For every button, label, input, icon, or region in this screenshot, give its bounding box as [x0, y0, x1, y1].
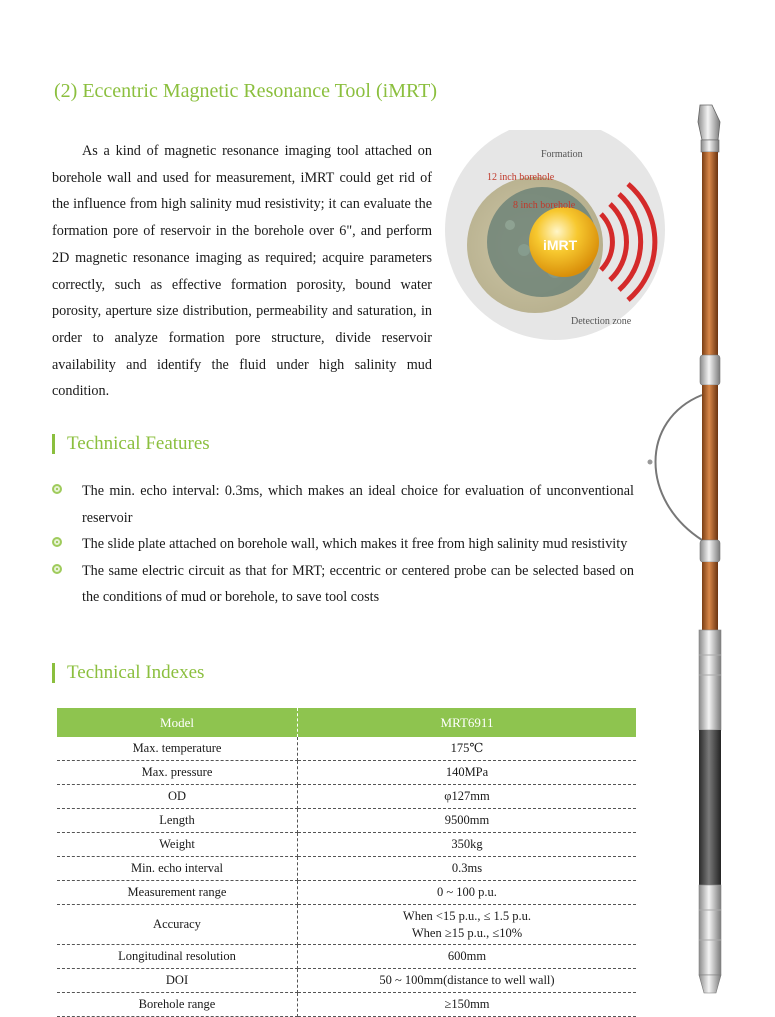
table-row: Max. temperature 175℃	[57, 737, 636, 761]
table-row: Borehole range ≥150mm	[57, 993, 636, 1017]
imrt-cross-section-diagram	[440, 130, 670, 340]
features-heading: Technical Features	[52, 434, 210, 454]
spec-table	[57, 708, 636, 1017]
detection-zone-label: Detection zone	[571, 316, 632, 327]
feature-item: The same electric circuit as that for MRT; eccentric or centered probe can be selected based on the conditions of mud or borehole, to save tool costs	[52, 558, 634, 611]
table-row: Weight 350kg	[57, 833, 636, 857]
bullet-icon	[52, 484, 62, 494]
table-row: OD φ127mm	[57, 785, 636, 809]
core-label: iMRT	[543, 237, 578, 253]
table-row: Max. pressure 140MPa	[57, 761, 636, 785]
feature-item: The slide plate attached on borehole wall, which makes it free from high salinity mud resistivity	[52, 531, 634, 558]
bullet-icon	[52, 537, 62, 547]
feature-item: The min. echo interval: 0.3ms, which makes an ideal choice for evaluation of unconventional reservoir	[52, 478, 634, 531]
table-row: Longitudinal resolution 600mm	[57, 945, 636, 969]
page-title: (2) Eccentric Magnetic Resonance Tool (iMRT)	[54, 80, 438, 102]
indexes-heading: Technical Indexes	[52, 663, 204, 683]
spec-header-row	[57, 708, 636, 737]
table-row: Measurement range 0 ~ 100 p.u.	[57, 881, 636, 905]
bullet-icon	[52, 564, 62, 574]
imrt-tool-illustration	[640, 100, 740, 1000]
formation-label: Formation	[541, 149, 583, 160]
borehole-12-label: 12 inch borehole	[487, 172, 555, 183]
features-list	[52, 478, 634, 611]
table-row: DOI 50 ~ 100mm(distance to well wall)	[57, 969, 636, 993]
column-header: Model	[57, 708, 298, 737]
column-header: MRT6911	[298, 708, 637, 737]
borehole-8-label: 8 inch borehole	[513, 200, 576, 211]
table-row: Length 9500mm	[57, 809, 636, 833]
table-row: Accuracy When <15 p.u., ≤ 1.5 p.u. When ≥15 p.u., ≤10%	[57, 905, 636, 945]
intro-paragraph: As a kind of magnetic resonance imaging tool attached on borehole wall and used for measurement, iMRT could get rid of the influence from high salinity mud resistivity; it can evaluate the formation pore of reservoir in the borehole over 6", and perform 2D magnetic resonance imaging as required; acquire parameters correctly, such as effective formation porosity, bound water porosity, aperture size distribution, permeability and saturation, in order to analyze formation pore structure, divide reservoir availability and identify the fluid under high salinity mud condition.	[52, 143, 432, 400]
table-row: Min. echo interval 0.3ms	[57, 857, 636, 881]
